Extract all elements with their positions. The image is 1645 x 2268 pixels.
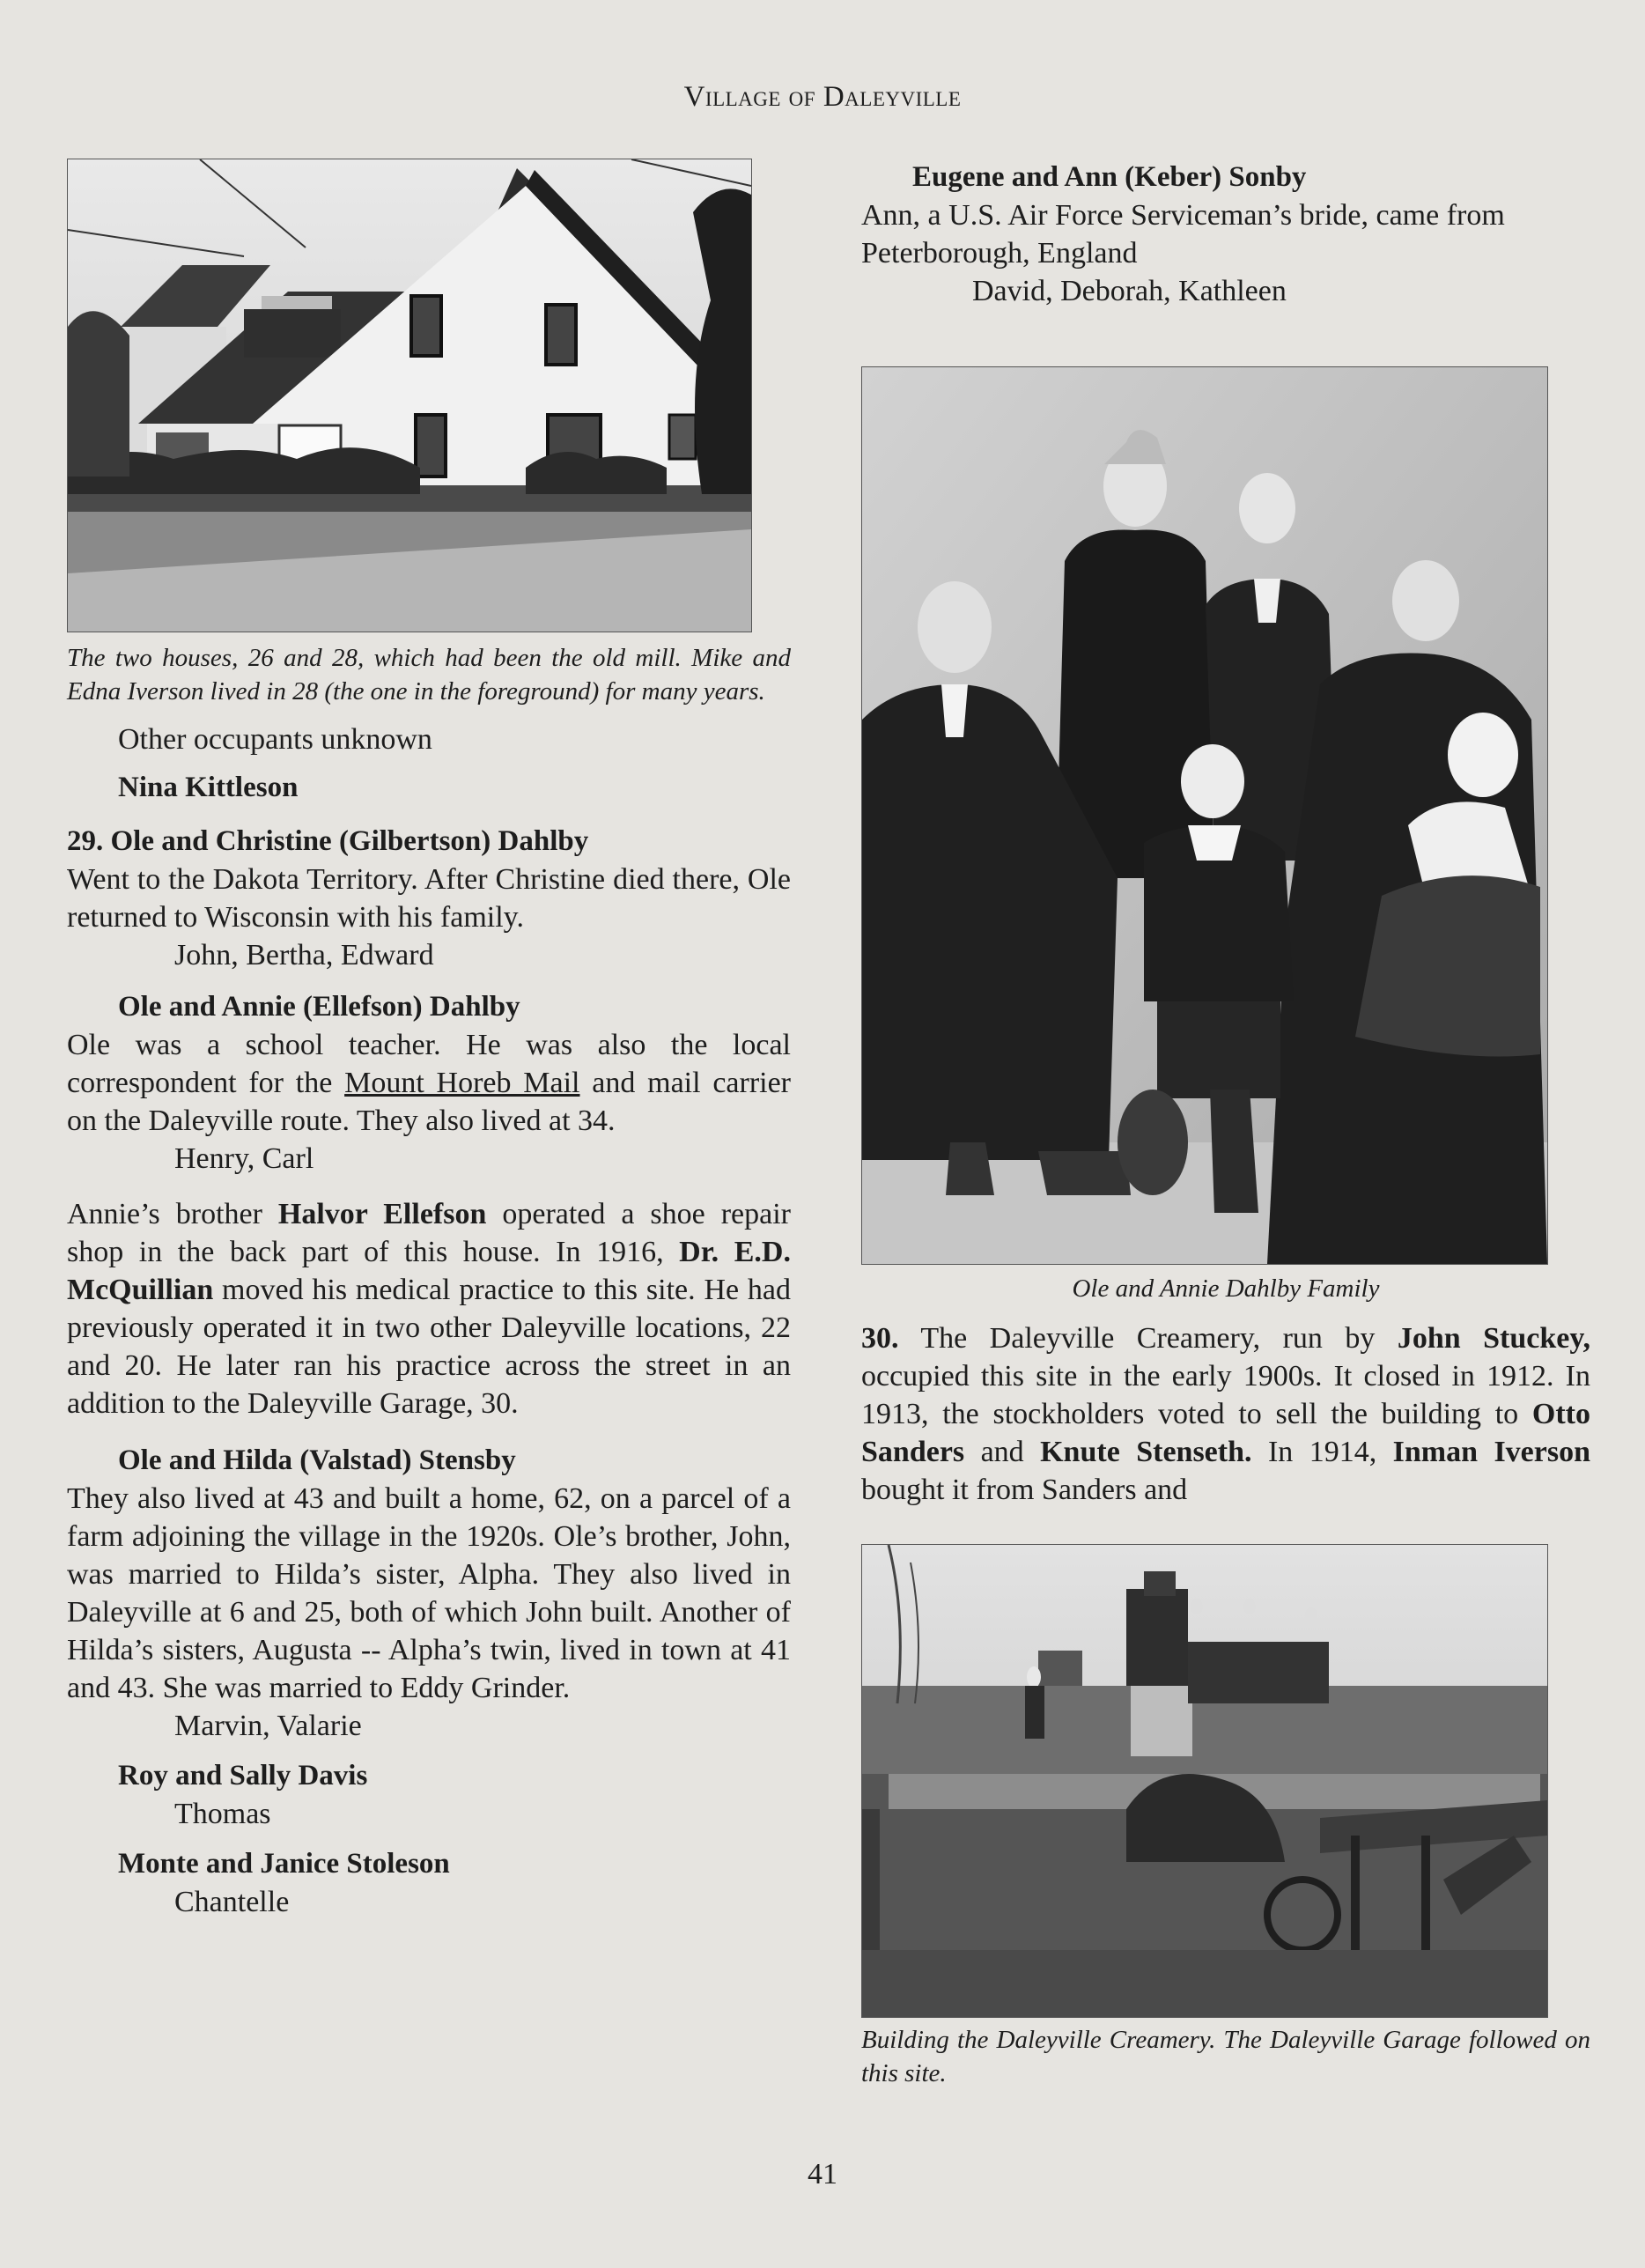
house-photo (67, 159, 752, 632)
entry-30-number: 30. (861, 1322, 899, 1355)
annie-text-part1: Ole was a school teacher. He was also the local correspondent for the (67, 1029, 791, 1099)
running-header-title: Village of Daleyville (683, 81, 962, 113)
halvor-name: Halvor Ellefson (277, 1198, 487, 1230)
entry-30-t3: and (964, 1436, 1041, 1468)
davis-name: Roy and Sally Davis (118, 1760, 368, 1791)
entry-30-t5: bought it from Sanders and (861, 1474, 1188, 1506)
halvor-text-2: operated a shoe repair shop in the back part of this house. In 1916, (67, 1198, 791, 1268)
creamery-photo (861, 1544, 1548, 2018)
sonby-children: David, Deborah, Kathleen (972, 275, 1287, 307)
mcquillian-name: Dr. E.D. McQuillian (67, 1236, 791, 1306)
dahlby-family-caption: Ole and Annie Dahlby Family (1072, 1274, 1380, 1303)
entry-30-t2: occupied this site in the early 1900s. It closed in 1912. In 1913, the stockholders voted to sell the building to (861, 1360, 1590, 1430)
john-stuckey: John Stuckey, (1397, 1322, 1590, 1355)
house-photo-caption: The two houses, 26 and 28, which had been the old mill. Mike and Edna Iverson lived in 28 (the one in the foreground) for many years. (67, 644, 791, 706)
sonby-text: Ann, a U.S. Air Force Serviceman’s bride, came from Peterborough, England (861, 199, 1505, 270)
stensby-text: They also lived at 43 and built a home, 62, on a parcel of a farm adjoining the village in the 1920s. Ole’s brother, John, was married to Hilda’s sister, Alpha. They also lived in Daleyville at 6 and 25, both of which John built. Another of Hilda’s sisters, Augusta -- Alpha’s twin, lived in town at 41 and 43. She was married to Eddy Grinder. (67, 1482, 791, 1704)
davis-children: Thomas (174, 1798, 271, 1830)
stoleson-name: Monte and Janice Stoleson (118, 1848, 450, 1880)
entry-29-number: 29. (67, 825, 104, 857)
page-number: 41 (808, 2158, 837, 2190)
inman-iverson: Inman Iverson (1392, 1436, 1590, 1468)
entry-30-t1: The Daleyville Creamery, run by (898, 1322, 1398, 1355)
halvor-text-3: moved his medical practice to this site. He had previously operated it in two other Daleyville locations, 22 and 20. He later ran his practice across the street in an addition to the Daleyville Garage, 30. (67, 1274, 791, 1420)
annie-dahlby-children: Henry, Carl (174, 1142, 314, 1175)
sonby-name: Eugene and Ann (Keber) Sonby (912, 161, 1307, 193)
entry-29-text: Went to the Dakota Territory. After Christine died there, Ole returned to Wisconsin with his family. (67, 863, 791, 934)
other-occupants: Other occupants unknown (118, 723, 432, 756)
halvor-text-1: Annie’s brother (67, 1198, 278, 1230)
nina-kittleson: Nina Kittleson (118, 772, 299, 803)
left-column (67, 159, 791, 1921)
entry-29-children: John, Bertha, Edward (174, 939, 434, 971)
annie-dahlby-name: Ole and Annie (Ellefson) Dahlby (118, 991, 520, 1023)
entry-29-heading (67, 823, 791, 861)
stensby-children: Marvin, Valarie (174, 1710, 362, 1742)
halvor-paragraph (67, 1195, 791, 1422)
entry-29-name: Ole and Christine (Gilbertson) Dahlby (110, 825, 589, 857)
entry-30-text (861, 1319, 1590, 1509)
entry-30-t4: In 1914, (1251, 1436, 1393, 1468)
creamery-photo-caption: Building the Daleyville Creamery. The Daleyville Garage followed on this site. (861, 2026, 1590, 2087)
stoleson-children: Chantelle (174, 1886, 290, 1918)
annie-text-part2: and mail carrier on the Daleyville route. They also lived at 34. (67, 1067, 792, 1137)
right-column (861, 159, 1590, 2090)
knute-stenseth: Knute Stenseth. (1040, 1436, 1252, 1468)
stensby-name: Ole and Hilda (Valstad) Stensby (118, 1444, 516, 1476)
otto-sanders: Otto Sanders (861, 1398, 1590, 1468)
annie-dahlby-text (67, 1026, 791, 1140)
dahlby-family-photo (861, 366, 1548, 1265)
running-header (0, 81, 1645, 114)
mount-horeb-mail: Mount Horeb Mail (344, 1067, 580, 1099)
